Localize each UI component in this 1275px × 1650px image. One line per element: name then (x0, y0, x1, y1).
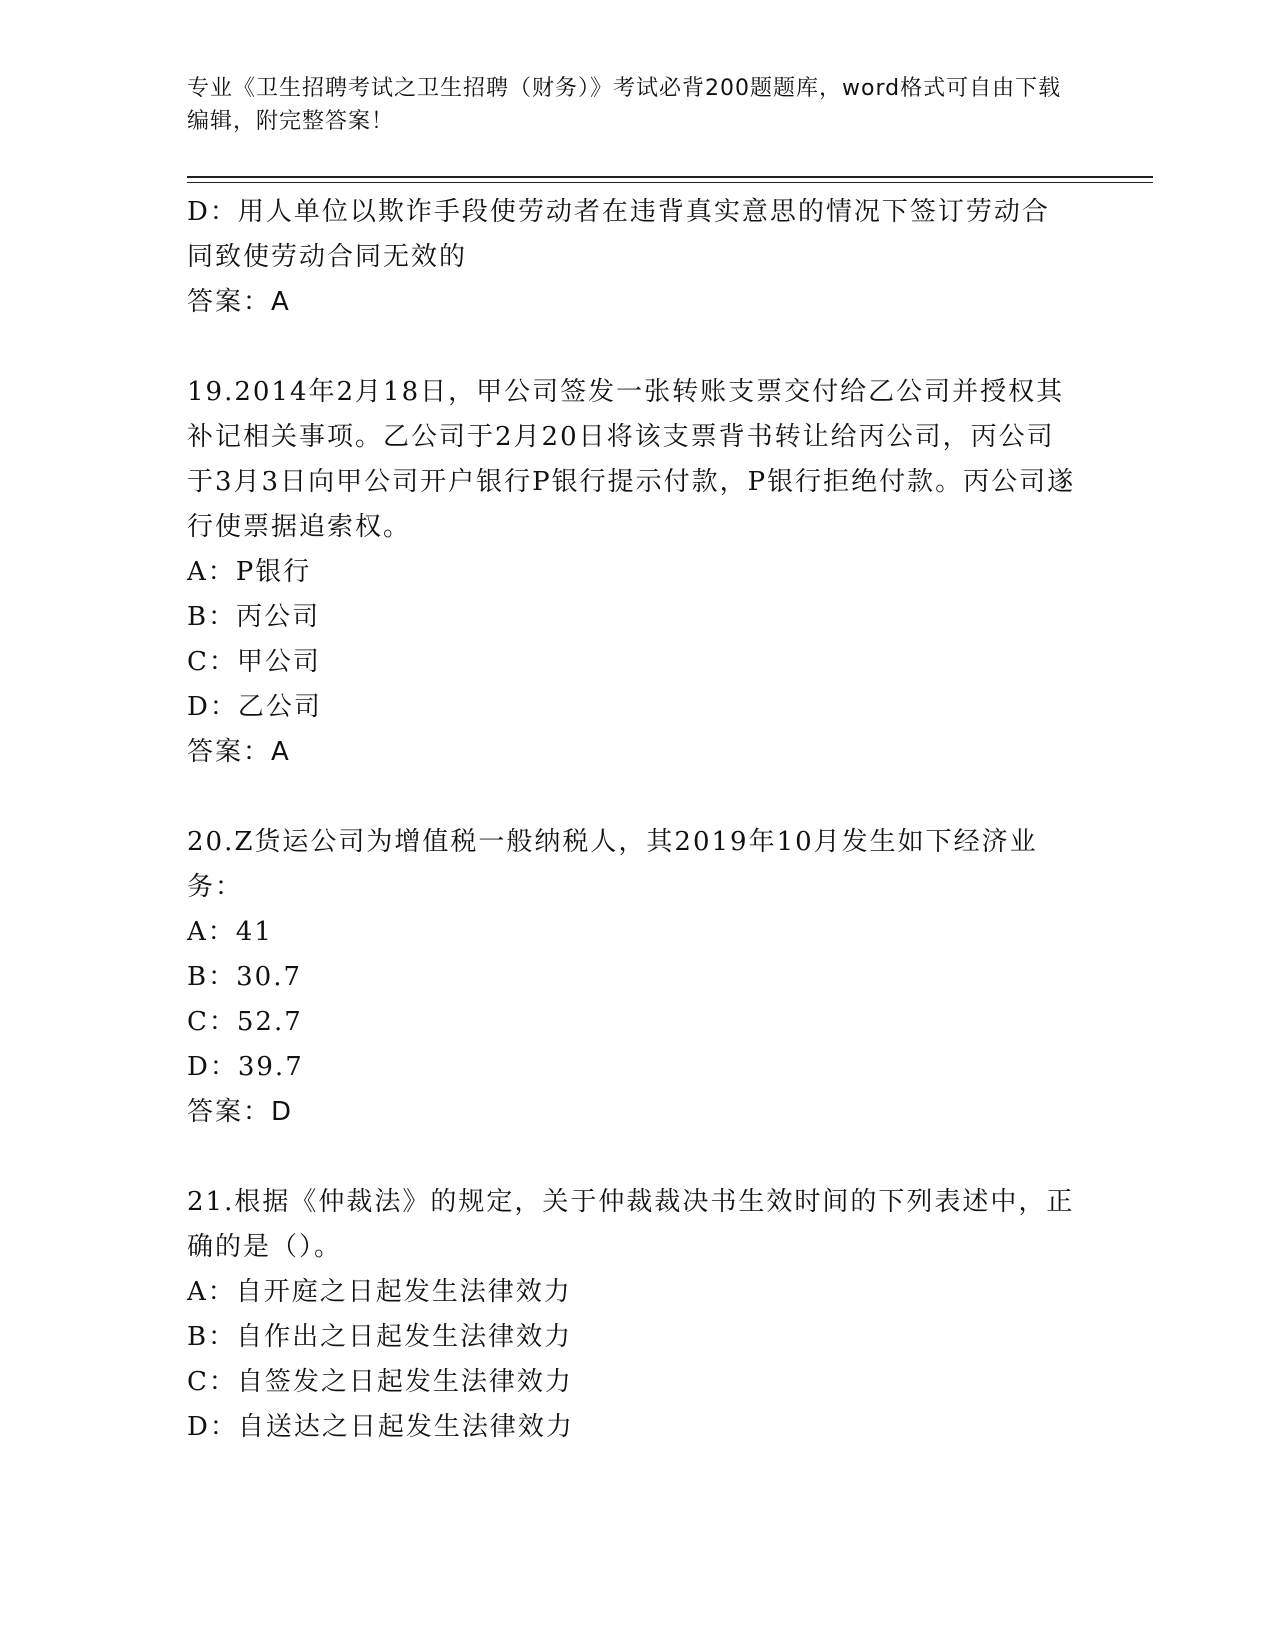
option-a: A：自开庭之日起发生法律效力 (187, 1277, 572, 1307)
option-c: C：自签发之日起发生法律效力 (187, 1367, 573, 1397)
question-block-21 (187, 1180, 1077, 1450)
option-d: D：用人单位以欺诈手段使劳动者在违背真实意思的情况下签订劳动合同致使劳动合同无效的 (187, 197, 1050, 272)
document-header: 专业《卫生招聘考试之卫生招聘（财务）》考试必背200题题库，word格式可自由下载编辑，附完整答案！ (187, 76, 1062, 134)
header-rule-thick (187, 176, 1153, 178)
option-d: D：39.7 (187, 1052, 304, 1082)
option-b: B：30.7 (187, 962, 302, 992)
question-block-previous (187, 190, 1077, 325)
header-rule-thin (187, 182, 1153, 183)
question-stem: 21.根据《仲裁法》的规定，关于仲裁裁决书生效时间的下列表述中，正确的是（）。 (187, 1187, 1075, 1262)
question-block-20 (187, 820, 1077, 1135)
option-a: A：P银行 (187, 557, 312, 587)
question-stem: 19.2014年2月18日，甲公司签发一张转账支票交付给乙公司并授权其补记相关事项。乙公司于2月20日将该支票背书转让给丙公司，丙公司于3月3日向甲公司开户银行P银行提示付款，P银行拒绝付款。丙公司遂行使票据追索权。 (187, 377, 1076, 542)
option-c: C：52.7 (187, 1007, 303, 1037)
answer-line: 答案：A (187, 737, 291, 767)
question-block-19 (187, 370, 1077, 775)
option-d: D：自送达之日起发生法律效力 (187, 1412, 574, 1442)
option-b: B：自作出之日起发生法律效力 (187, 1322, 573, 1352)
option-c: C：甲公司 (187, 647, 321, 677)
option-a: A：41 (187, 917, 273, 947)
question-stem: 20.Z货运公司为增值税一般纳税人，其2019年10月发生如下经济业务： (187, 827, 1038, 902)
option-b: B：丙公司 (187, 602, 321, 632)
document-body (187, 190, 1077, 1450)
answer-line: 答案：D (187, 1097, 294, 1127)
option-d: D：乙公司 (187, 692, 322, 722)
answer-line: 答案：A (187, 287, 291, 317)
